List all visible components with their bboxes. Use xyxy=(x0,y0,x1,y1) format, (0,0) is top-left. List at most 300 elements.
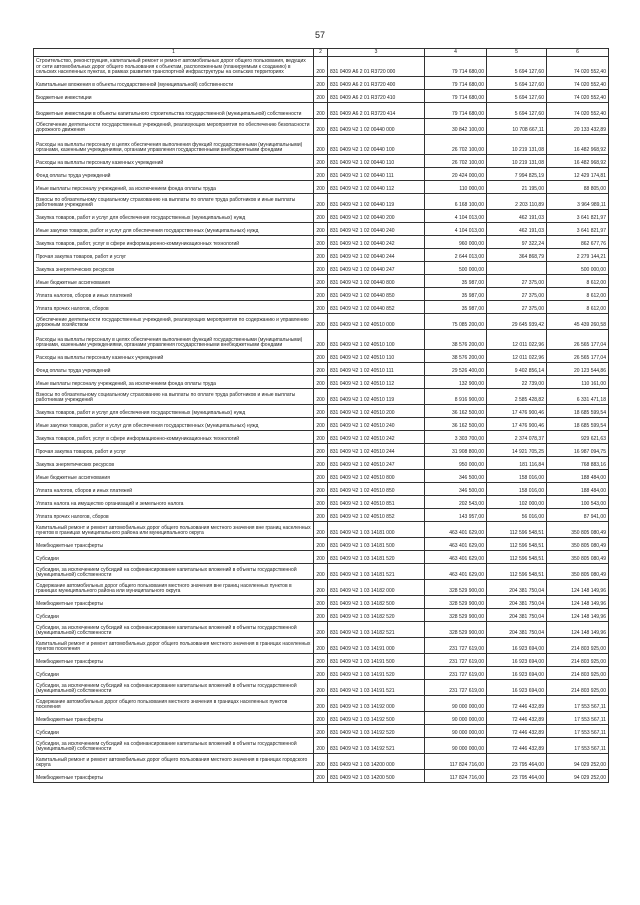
row-remaining-amount-cell: 3 641 821,97 xyxy=(547,223,609,236)
row-line-code-cell: 200 xyxy=(314,77,328,90)
row-executed-amount-cell: 2 585 428,82 xyxy=(487,389,547,405)
row-classification-code-cell: 831 0409 Ч2 1 02 40510 110 xyxy=(328,350,425,363)
row-line-code-cell: 200 xyxy=(314,103,328,119)
row-executed-amount-cell: 12 011 022,96 xyxy=(487,350,547,363)
row-approved-amount-cell: 26 702 100,00 xyxy=(425,155,487,168)
row-line-code-cell: 200 xyxy=(314,596,328,609)
table-row xyxy=(34,301,609,314)
row-line-code-cell: 200 xyxy=(314,538,328,551)
row-name-cell: Иные закупки товаров, работ и услуг для обеспечения государственных (муниципальных) нужд xyxy=(34,418,314,431)
row-classification-code-cell: 831 0409 Ч2 1 02 40510 240 xyxy=(328,418,425,431)
row-line-code-cell: 200 xyxy=(314,754,328,770)
row-classification-code-cell: 831 0409 Ч2 1 03 14191 500 xyxy=(328,654,425,667)
row-approved-amount-cell: 30 842 100,00 xyxy=(425,119,487,135)
table-header-row xyxy=(34,49,609,57)
row-classification-code-cell: 831 0409 А6 2 01 R3720 000 xyxy=(328,57,425,77)
row-executed-amount-cell: 10 708 667,11 xyxy=(487,119,547,135)
row-name-cell: Субсидии xyxy=(34,725,314,738)
row-remaining-amount-cell: 74 020 552,40 xyxy=(547,57,609,77)
row-name-cell: Обеспечение деятельности государственных учреждений, реализующих мероприятия по содержанию и управлению дорожным хозяйством xyxy=(34,314,314,330)
row-line-code-cell: 200 xyxy=(314,330,328,350)
row-line-code-cell: 200 xyxy=(314,638,328,654)
row-name-cell: Закупка товаров, работ, услуг в сфере информационно-коммуникационных технологий xyxy=(34,236,314,249)
row-classification-code-cell: 831 0409 Ч2 1 02 00440 200 xyxy=(328,210,425,223)
row-executed-amount-cell: 56 016,00 xyxy=(487,509,547,522)
row-remaining-amount-cell: 45 439 260,58 xyxy=(547,314,609,330)
row-approved-amount-cell: 79 714 680,00 xyxy=(425,103,487,119)
row-line-code-cell: 200 xyxy=(314,680,328,696)
table-row xyxy=(34,444,609,457)
row-classification-code-cell: 831 0409 Ч2 1 02 40510 850 xyxy=(328,483,425,496)
table-row xyxy=(34,168,609,181)
budget-table xyxy=(33,48,609,783)
row-executed-amount-cell: 21 195,00 xyxy=(487,181,547,194)
row-line-code-cell: 200 xyxy=(314,444,328,457)
row-remaining-amount-cell: 100 543,00 xyxy=(547,496,609,509)
row-line-code-cell: 200 xyxy=(314,301,328,314)
row-remaining-amount-cell: 124 148 149,96 xyxy=(547,622,609,638)
row-approved-amount-cell: 463 401 629,00 xyxy=(425,522,487,538)
row-executed-amount-cell: 16 923 694,00 xyxy=(487,638,547,654)
column-header: 6 xyxy=(547,49,609,57)
row-remaining-amount-cell: 74 020 552,40 xyxy=(547,77,609,90)
row-approved-amount-cell: 328 529 900,00 xyxy=(425,609,487,622)
row-name-cell: Закупка товаров, работ, услуг в сфере информационно-коммуникационных технологий xyxy=(34,431,314,444)
column-header: 2 xyxy=(314,49,328,57)
row-line-code-cell: 200 xyxy=(314,288,328,301)
row-executed-amount-cell: 204 381 750,04 xyxy=(487,622,547,638)
row-executed-amount-cell: 2 374 078,37 xyxy=(487,431,547,444)
row-executed-amount-cell: 16 923 694,00 xyxy=(487,654,547,667)
row-classification-code-cell: 831 0409 Ч2 1 02 40510 000 xyxy=(328,314,425,330)
row-line-code-cell: 200 xyxy=(314,622,328,638)
row-remaining-amount-cell: 124 148 149,96 xyxy=(547,596,609,609)
row-name-cell: Иные бюджетные ассигнования xyxy=(34,470,314,483)
row-executed-amount-cell: 5 694 127,60 xyxy=(487,90,547,103)
row-remaining-amount-cell: 929 621,63 xyxy=(547,431,609,444)
table-row xyxy=(34,457,609,470)
row-line-code-cell: 200 xyxy=(314,262,328,275)
row-line-code-cell: 200 xyxy=(314,389,328,405)
row-executed-amount-cell: 102 000,00 xyxy=(487,496,547,509)
row-name-cell: Капитальный ремонт и ремонт автомобильных дорог общего пользования местного значения вне границ населенных пунктов в границах муниципального района или муниципального округа xyxy=(34,522,314,538)
row-name-cell: Капитальный ремонт и ремонт автомобильных дорог общего пользования местного значения в границах городского округа xyxy=(34,754,314,770)
row-approved-amount-cell: 950 000,00 xyxy=(425,457,487,470)
row-name-cell: Уплата прочих налогов, сборов xyxy=(34,509,314,522)
row-remaining-amount-cell: 214 803 925,00 xyxy=(547,667,609,680)
row-name-cell: Уплата прочих налогов, сборов xyxy=(34,301,314,314)
row-remaining-amount-cell: 6 331 471,18 xyxy=(547,389,609,405)
row-approved-amount-cell: 328 529 900,00 xyxy=(425,580,487,596)
row-approved-amount-cell: 117 824 716,00 xyxy=(425,770,487,783)
row-line-code-cell: 200 xyxy=(314,770,328,783)
row-classification-code-cell: 831 0409 Ч2 1 02 40510 247 xyxy=(328,457,425,470)
row-executed-amount-cell: 23 795 464,00 xyxy=(487,770,547,783)
row-approved-amount-cell: 346 500,00 xyxy=(425,470,487,483)
row-remaining-amount-cell: 350 805 080,49 xyxy=(547,538,609,551)
row-remaining-amount-cell: 3 641 821,97 xyxy=(547,210,609,223)
row-name-cell: Взносы по обязательному социальному страхованию на выплаты по оплате труда работников и иные выплаты работникам учреждений xyxy=(34,194,314,210)
row-approved-amount-cell: 202 543,00 xyxy=(425,496,487,509)
row-classification-code-cell: 831 0409 Ч2 1 02 40510 800 xyxy=(328,470,425,483)
row-executed-amount-cell: 10 219 131,08 xyxy=(487,135,547,155)
row-classification-code-cell: 831 0409 Ч2 1 03 14181 000 xyxy=(328,522,425,538)
row-executed-amount-cell: 364 868,79 xyxy=(487,249,547,262)
row-approved-amount-cell: 231 727 619,00 xyxy=(425,638,487,654)
row-classification-code-cell: 831 0409 Ч2 1 02 40510 200 xyxy=(328,405,425,418)
row-classification-code-cell: 831 0409 А6 2 01 R3720 414 xyxy=(328,103,425,119)
table-row xyxy=(34,90,609,103)
row-name-cell: Уплата налога на имущество организаций и земельного налога xyxy=(34,496,314,509)
row-remaining-amount-cell: 88 805,00 xyxy=(547,181,609,194)
row-classification-code-cell: 831 0409 Ч2 1 03 14192 500 xyxy=(328,712,425,725)
row-approved-amount-cell: 346 500,00 xyxy=(425,483,487,496)
row-classification-code-cell: 831 0409 Ч2 1 02 00440 242 xyxy=(328,236,425,249)
row-classification-code-cell: 831 0409 Ч2 1 02 40510 112 xyxy=(328,376,425,389)
row-name-cell: Закупка товаров, работ и услуг для обеспечения государственных (муниципальных) нужд xyxy=(34,210,314,223)
row-executed-amount-cell: 16 923 694,00 xyxy=(487,680,547,696)
row-classification-code-cell: 831 0409 Ч2 1 02 40510 242 xyxy=(328,431,425,444)
row-approved-amount-cell: 143 957,00 xyxy=(425,509,487,522)
row-line-code-cell: 200 xyxy=(314,609,328,622)
table-row xyxy=(34,288,609,301)
row-classification-code-cell: 831 0409 Ч2 1 03 14191 000 xyxy=(328,638,425,654)
row-approved-amount-cell: 38 576 200,00 xyxy=(425,330,487,350)
table-row xyxy=(34,551,609,564)
row-name-cell: Субсидии xyxy=(34,667,314,680)
row-executed-amount-cell: 112 596 548,51 xyxy=(487,538,547,551)
page-number: 57 xyxy=(314,30,325,40)
row-remaining-amount-cell: 500 000,00 xyxy=(547,262,609,275)
row-executed-amount-cell: 9 402 856,14 xyxy=(487,363,547,376)
row-classification-code-cell: 831 0409 Ч2 1 03 14191 521 xyxy=(328,680,425,696)
row-line-code-cell: 200 xyxy=(314,236,328,249)
row-classification-code-cell: 831 0409 Ч2 1 02 40510 111 xyxy=(328,363,425,376)
column-header: 5 xyxy=(487,49,547,57)
row-name-cell: Закупка энергетических ресурсов xyxy=(34,457,314,470)
row-remaining-amount-cell: 26 565 177,04 xyxy=(547,330,609,350)
row-approved-amount-cell: 3 303 700,00 xyxy=(425,431,487,444)
row-executed-amount-cell: 112 596 548,51 xyxy=(487,522,547,538)
row-name-cell: Обеспечение деятельности государственных учреждений, реализующих мероприятия по обеспечению безопасности дорожного движения xyxy=(34,119,314,135)
row-line-code-cell: 200 xyxy=(314,470,328,483)
row-remaining-amount-cell: 16 482 968,92 xyxy=(547,135,609,155)
row-approved-amount-cell: 500 000,00 xyxy=(425,262,487,275)
row-remaining-amount-cell: 2 279 144,21 xyxy=(547,249,609,262)
row-name-cell: Прочая закупка товаров, работ и услуг xyxy=(34,444,314,457)
row-remaining-amount-cell: 188 484,00 xyxy=(547,470,609,483)
column-header: 1 xyxy=(34,49,314,57)
row-approved-amount-cell: 90 000 000,00 xyxy=(425,712,487,725)
row-executed-amount-cell: 5 694 127,60 xyxy=(487,57,547,77)
row-remaining-amount-cell: 74 020 552,40 xyxy=(547,103,609,119)
row-remaining-amount-cell: 16 482 968,92 xyxy=(547,155,609,168)
row-line-code-cell: 200 xyxy=(314,90,328,103)
row-classification-code-cell: 831 0409 Ч2 1 02 00440 111 xyxy=(328,168,425,181)
row-remaining-amount-cell: 17 553 567,11 xyxy=(547,696,609,712)
row-line-code-cell: 200 xyxy=(314,181,328,194)
row-remaining-amount-cell: 20 133 432,89 xyxy=(547,119,609,135)
row-remaining-amount-cell: 18 685 599,54 xyxy=(547,405,609,418)
row-name-cell: Строительство, реконструкция, капитальный ремонт и ремонт автомобильных дорог общего пользования, ведущих от сети автомобильных дорог общего пользования к объектам, расположенным (планируемым к созданию) в сельских населенных пунктах, в рамках развития транспортной инфраструктуры на сельских территориях xyxy=(34,57,314,77)
row-line-code-cell: 200 xyxy=(314,363,328,376)
row-line-code-cell: 200 xyxy=(314,210,328,223)
row-remaining-amount-cell: 350 805 080,49 xyxy=(547,551,609,564)
row-line-code-cell: 200 xyxy=(314,654,328,667)
row-remaining-amount-cell: 94 029 252,00 xyxy=(547,770,609,783)
row-executed-amount-cell: 27 375,00 xyxy=(487,288,547,301)
row-remaining-amount-cell: 26 565 177,04 xyxy=(547,350,609,363)
row-approved-amount-cell: 6 168 100,00 xyxy=(425,194,487,210)
table-row xyxy=(34,496,609,509)
row-classification-code-cell: 831 0409 Ч2 1 02 40510 119 xyxy=(328,389,425,405)
row-classification-code-cell: 831 0409 Ч2 1 03 14191 520 xyxy=(328,667,425,680)
row-classification-code-cell: 831 0409 Ч2 1 02 40510 851 xyxy=(328,496,425,509)
row-name-cell: Капитальный ремонт и ремонт автомобильных дорог общего пользования местного значения в границах населенных пунктов поселения xyxy=(34,638,314,654)
row-executed-amount-cell: 2 203 110,89 xyxy=(487,194,547,210)
table-row xyxy=(34,57,609,77)
row-name-cell: Иные бюджетные ассигнования xyxy=(34,275,314,288)
row-remaining-amount-cell: 8 612,00 xyxy=(547,288,609,301)
row-line-code-cell: 200 xyxy=(314,580,328,596)
row-remaining-amount-cell: 110 161,00 xyxy=(547,376,609,389)
table-row xyxy=(34,223,609,236)
column-header: 4 xyxy=(425,49,487,57)
table-row xyxy=(34,103,609,119)
row-approved-amount-cell: 79 714 680,00 xyxy=(425,57,487,77)
row-line-code-cell: 200 xyxy=(314,483,328,496)
row-classification-code-cell: 831 0409 Ч2 1 02 00440 119 xyxy=(328,194,425,210)
row-approved-amount-cell: 960 000,00 xyxy=(425,236,487,249)
row-executed-amount-cell: 27 375,00 xyxy=(487,301,547,314)
table-row xyxy=(34,330,609,350)
row-remaining-amount-cell: 20 123 544,86 xyxy=(547,363,609,376)
row-remaining-amount-cell: 124 148 149,96 xyxy=(547,609,609,622)
row-approved-amount-cell: 4 104 013,00 xyxy=(425,223,487,236)
row-remaining-amount-cell: 350 805 080,49 xyxy=(547,564,609,580)
row-classification-code-cell: 831 0409 Ч2 1 03 14182 520 xyxy=(328,609,425,622)
row-line-code-cell: 200 xyxy=(314,509,328,522)
row-name-cell: Фонд оплаты труда учреждений xyxy=(34,363,314,376)
row-remaining-amount-cell: 214 803 925,00 xyxy=(547,654,609,667)
row-executed-amount-cell: 112 596 548,51 xyxy=(487,564,547,580)
row-approved-amount-cell: 79 714 680,00 xyxy=(425,77,487,90)
row-name-cell: Бюджетные инвестиции в объекты капитального строительства государственной (муниципальной) собственности xyxy=(34,103,314,119)
row-line-code-cell: 200 xyxy=(314,350,328,363)
row-remaining-amount-cell: 768 883,16 xyxy=(547,457,609,470)
row-remaining-amount-cell: 74 020 552,40 xyxy=(547,90,609,103)
row-classification-code-cell: 831 0409 Ч2 1 03 14192 521 xyxy=(328,738,425,754)
row-approved-amount-cell: 110 000,00 xyxy=(425,181,487,194)
row-line-code-cell: 200 xyxy=(314,275,328,288)
row-name-cell: Субсидии, за исключением субсидий на софинансирование капитальных вложений в объекты государственной (муниципальной) собственности xyxy=(34,738,314,754)
row-classification-code-cell: 831 0409 Ч2 1 02 00440 800 xyxy=(328,275,425,288)
row-approved-amount-cell: 20 424 000,00 xyxy=(425,168,487,181)
row-approved-amount-cell: 38 576 200,00 xyxy=(425,350,487,363)
row-remaining-amount-cell: 8 612,00 xyxy=(547,301,609,314)
table-row xyxy=(34,210,609,223)
row-remaining-amount-cell: 87 941,00 xyxy=(547,509,609,522)
row-executed-amount-cell: 16 923 694,00 xyxy=(487,667,547,680)
row-name-cell: Межбюджетные трансферты xyxy=(34,712,314,725)
table-row xyxy=(34,770,609,783)
row-executed-amount-cell: 72 446 432,89 xyxy=(487,725,547,738)
row-classification-code-cell: 831 0409 А6 2 01 R3720 400 xyxy=(328,77,425,90)
row-classification-code-cell: 831 0409 Ч2 1 02 40510 852 xyxy=(328,509,425,522)
row-classification-code-cell: 831 0409 Ч2 1 03 14182 521 xyxy=(328,622,425,638)
row-name-cell: Субсидии, за исключением субсидий на софинансирование капитальных вложений в объекты государственной (муниципальной) собственности xyxy=(34,622,314,638)
row-line-code-cell: 200 xyxy=(314,712,328,725)
row-classification-code-cell: 831 0409 Ч2 1 03 14192 520 xyxy=(328,725,425,738)
row-executed-amount-cell: 158 016,00 xyxy=(487,483,547,496)
row-remaining-amount-cell: 12 429 174,81 xyxy=(547,168,609,181)
table-row xyxy=(34,350,609,363)
table-row xyxy=(34,262,609,275)
row-executed-amount-cell: 10 219 131,08 xyxy=(487,155,547,168)
table-row xyxy=(34,135,609,155)
table-row xyxy=(34,538,609,551)
row-classification-code-cell: 831 0409 А6 2 01 R3720 410 xyxy=(328,90,425,103)
table-row xyxy=(34,483,609,496)
row-executed-amount-cell: 27 375,00 xyxy=(487,275,547,288)
row-remaining-amount-cell: 17 553 567,11 xyxy=(547,738,609,754)
row-approved-amount-cell: 231 727 619,00 xyxy=(425,680,487,696)
row-classification-code-cell: 831 0409 Ч2 1 02 00440 247 xyxy=(328,262,425,275)
row-name-cell: Межбюджетные трансферты xyxy=(34,654,314,667)
row-line-code-cell: 200 xyxy=(314,522,328,538)
row-approved-amount-cell: 29 526 400,00 xyxy=(425,363,487,376)
row-line-code-cell: 200 xyxy=(314,249,328,262)
row-name-cell: Субсидии xyxy=(34,609,314,622)
row-approved-amount-cell: 26 702 100,00 xyxy=(425,135,487,155)
row-name-cell: Субсидии, за исключением субсидий на софинансирование капитальных вложений в объекты государственной (муниципальной) собственности xyxy=(34,564,314,580)
table-row xyxy=(34,712,609,725)
table-row xyxy=(34,275,609,288)
row-executed-amount-cell: 17 476 900,46 xyxy=(487,418,547,431)
row-approved-amount-cell: 90 000 000,00 xyxy=(425,725,487,738)
table-row xyxy=(34,522,609,538)
row-line-code-cell: 200 xyxy=(314,168,328,181)
row-name-cell: Закупка товаров, работ и услуг для обеспечения государственных (муниципальных) нужд xyxy=(34,405,314,418)
row-name-cell: Расходы на выплаты персоналу в целях обеспечения выполнения функций государственными (муниципальными) органами, казенными учреждениями, органами управления государственными внебюджетными фондами xyxy=(34,330,314,350)
row-classification-code-cell: 831 0409 Ч2 1 02 00440 000 xyxy=(328,119,425,135)
row-name-cell: Фонд оплаты труда учреждений xyxy=(34,168,314,181)
row-classification-code-cell: 831 0409 Ч2 1 02 00440 240 xyxy=(328,223,425,236)
table-row xyxy=(34,738,609,754)
row-line-code-cell: 200 xyxy=(314,223,328,236)
table-row xyxy=(34,376,609,389)
row-classification-code-cell: 831 0409 Ч2 1 02 00440 852 xyxy=(328,301,425,314)
row-name-cell: Иные закупки товаров, работ и услуг для обеспечения государственных (муниципальных) нужд xyxy=(34,223,314,236)
row-executed-amount-cell xyxy=(487,262,547,275)
row-remaining-amount-cell: 17 553 567,11 xyxy=(547,712,609,725)
row-approved-amount-cell: 463 401 629,00 xyxy=(425,551,487,564)
row-approved-amount-cell: 90 000 000,00 xyxy=(425,738,487,754)
row-name-cell: Субсидии, за исключением субсидий на софинансирование капитальных вложений в объекты государственной (муниципальной) собственности xyxy=(34,680,314,696)
row-executed-amount-cell: 204 381 750,04 xyxy=(487,609,547,622)
row-executed-amount-cell: 158 016,00 xyxy=(487,470,547,483)
table-row xyxy=(34,596,609,609)
table-row xyxy=(34,470,609,483)
row-executed-amount-cell: 14 921 705,25 xyxy=(487,444,547,457)
row-name-cell: Субсидии xyxy=(34,551,314,564)
row-executed-amount-cell: 29 645 939,42 xyxy=(487,314,547,330)
row-line-code-cell: 200 xyxy=(314,405,328,418)
row-name-cell: Иные выплаты персоналу учреждений, за исключением фонда оплаты труда xyxy=(34,181,314,194)
row-line-code-cell: 200 xyxy=(314,418,328,431)
row-approved-amount-cell: 79 714 680,00 xyxy=(425,90,487,103)
row-classification-code-cell: 831 0409 Ч2 1 02 00440 244 xyxy=(328,249,425,262)
row-name-cell: Расходы на выплаты персоналу казенных учреждений xyxy=(34,155,314,168)
row-classification-code-cell: 831 0409 Ч2 1 03 14181 500 xyxy=(328,538,425,551)
table-row xyxy=(34,155,609,168)
row-approved-amount-cell: 463 401 629,00 xyxy=(425,564,487,580)
row-name-cell: Прочая закупка товаров, работ и услуг xyxy=(34,249,314,262)
row-executed-amount-cell: 462 191,03 xyxy=(487,210,547,223)
row-name-cell: Содержание автомобильных дорог общего пользования местного значения в границах населенных пунктов поселения xyxy=(34,696,314,712)
row-remaining-amount-cell: 350 805 080,49 xyxy=(547,522,609,538)
table-row xyxy=(34,696,609,712)
row-line-code-cell: 200 xyxy=(314,457,328,470)
table-row xyxy=(34,236,609,249)
row-approved-amount-cell: 328 529 900,00 xyxy=(425,596,487,609)
row-line-code-cell: 200 xyxy=(314,431,328,444)
row-name-cell: Уплата налогов, сборов и иных платежей xyxy=(34,483,314,496)
row-remaining-amount-cell: 17 553 567,11 xyxy=(547,725,609,738)
table-row xyxy=(34,725,609,738)
row-name-cell: Расходы на выплаты персоналу в целях обеспечения выполнения функций государственными (муниципальными) органами, казенными учреждениями, органами управления государственными внебюджетными фондами xyxy=(34,135,314,155)
row-remaining-amount-cell: 188 484,00 xyxy=(547,483,609,496)
row-name-cell: Закупка энергетических ресурсов xyxy=(34,262,314,275)
row-approved-amount-cell: 4 104 013,00 xyxy=(425,210,487,223)
row-remaining-amount-cell: 124 148 149,96 xyxy=(547,580,609,596)
row-remaining-amount-cell: 862 677,76 xyxy=(547,236,609,249)
row-line-code-cell: 200 xyxy=(314,119,328,135)
row-approved-amount-cell: 328 529 900,00 xyxy=(425,622,487,638)
row-approved-amount-cell: 117 824 716,00 xyxy=(425,754,487,770)
row-line-code-cell: 200 xyxy=(314,564,328,580)
table-row xyxy=(34,405,609,418)
row-remaining-amount-cell: 214 803 925,00 xyxy=(547,680,609,696)
row-name-cell: Расходы на выплаты персоналу казенных учреждений xyxy=(34,350,314,363)
row-classification-code-cell: 831 0409 Ч2 1 03 14182 000 xyxy=(328,580,425,596)
row-classification-code-cell: 831 0409 Ч2 1 02 00440 100 xyxy=(328,135,425,155)
table-row xyxy=(34,249,609,262)
table-row xyxy=(34,194,609,210)
row-line-code-cell: 200 xyxy=(314,314,328,330)
row-name-cell: Бюджетные инвестиции xyxy=(34,90,314,103)
row-line-code-cell: 200 xyxy=(314,696,328,712)
row-classification-code-cell: 831 0409 Ч2 1 03 14192 000 xyxy=(328,696,425,712)
row-name-cell: Межбюджетные трансферты xyxy=(34,596,314,609)
row-executed-amount-cell: 204 381 750,04 xyxy=(487,596,547,609)
row-approved-amount-cell: 231 727 619,00 xyxy=(425,667,487,680)
row-approved-amount-cell: 35 987,00 xyxy=(425,275,487,288)
table-row xyxy=(34,754,609,770)
row-executed-amount-cell: 17 476 900,46 xyxy=(487,405,547,418)
row-name-cell: Капитальные вложения в объекты государственной (муниципальной) собственности xyxy=(34,77,314,90)
row-executed-amount-cell: 72 446 432,89 xyxy=(487,738,547,754)
row-remaining-amount-cell: 16 987 094,75 xyxy=(547,444,609,457)
row-approved-amount-cell: 36 162 500,00 xyxy=(425,418,487,431)
row-line-code-cell: 200 xyxy=(314,667,328,680)
row-approved-amount-cell: 31 908 800,00 xyxy=(425,444,487,457)
row-executed-amount-cell: 72 446 432,89 xyxy=(487,712,547,725)
row-line-code-cell: 200 xyxy=(314,738,328,754)
row-line-code-cell: 200 xyxy=(314,57,328,77)
row-executed-amount-cell: 112 596 548,51 xyxy=(487,551,547,564)
table-row xyxy=(34,431,609,444)
